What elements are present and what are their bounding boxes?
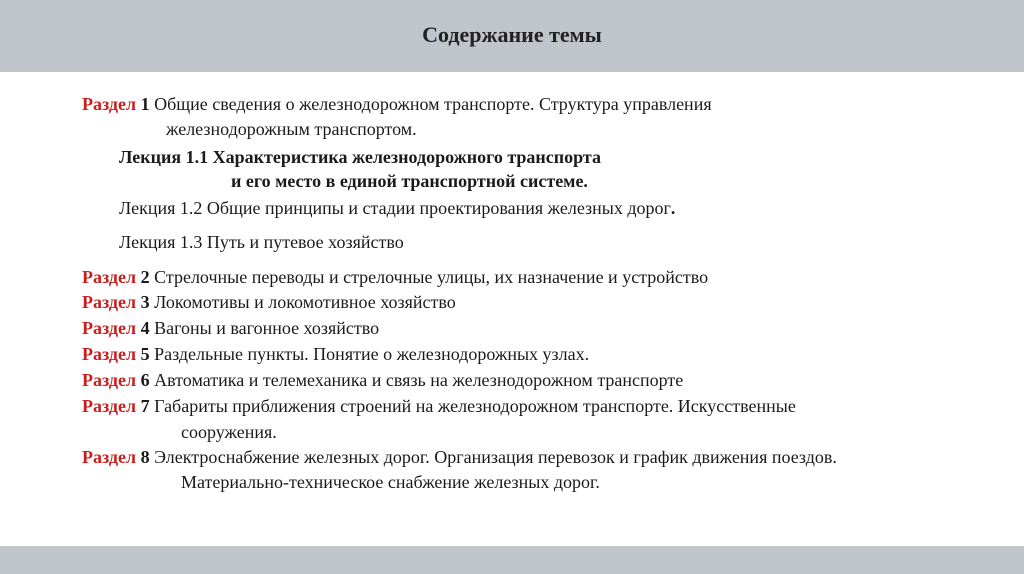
section-8: [82, 446, 837, 468]
section-7: [82, 395, 796, 417]
lecture-1-2: [119, 197, 675, 219]
page-title: Содержание темы: [422, 22, 602, 47]
section-4: [82, 317, 379, 339]
section-text: Автоматика и телемеханика и связь на железнодорожном транспорте: [154, 370, 684, 390]
lecture-1-2-dot: .: [670, 198, 676, 218]
section-1: [82, 93, 712, 115]
section-label: Раздел: [82, 396, 137, 416]
section-5: [82, 343, 589, 365]
section-label: Раздел: [82, 447, 137, 467]
section-3: [82, 291, 456, 313]
section-text: Вагоны и вагонное хозяйство: [154, 318, 380, 338]
section-text: Локомотивы и локомотивное хозяйство: [154, 292, 456, 312]
section-1-continuation: железнодорожным транспортом.: [166, 119, 417, 139]
section-label: Раздел: [82, 94, 137, 114]
section-6: [82, 369, 683, 391]
section-number: 8: [140, 447, 150, 467]
section-label: Раздел: [82, 318, 137, 338]
section-text: Габариты приближения строений на железнодорожном транспорте. Искусственные: [154, 396, 796, 416]
section-text: Стрелочные переводы и стрелочные улицы, их назначение и устройство: [154, 267, 709, 287]
section-label: Раздел: [82, 267, 137, 287]
section-label: Раздел: [82, 370, 137, 390]
section-number: 1: [140, 94, 150, 114]
section-number: 4: [140, 318, 150, 338]
section-text: Раздельные пункты. Понятие о железнодорожных узлах.: [154, 344, 590, 364]
section-text: Электроснабжение железных дорог. Организация перевозок и график движения поездов.: [154, 447, 837, 467]
section-2: [82, 266, 708, 288]
lecture-1-1-continuation: и его место в единой транспортной системе.: [231, 171, 588, 191]
lecture-1-2-text: Лекция 1.2 Общие принципы и стадии проектирования железных дорог: [119, 198, 671, 218]
lecture-1-1-title: Лекция 1.1 Характеристика железнодорожного транспорта: [119, 147, 601, 167]
section-number: 6: [140, 370, 150, 390]
section-number: 3: [140, 292, 150, 312]
section-8-continuation: Материально-техническое снабжение железных дорог.: [181, 472, 600, 492]
section-number: 2: [140, 267, 150, 287]
lecture-1-3: Лекция 1.3 Путь и путевое хозяйство: [119, 232, 404, 252]
section-7-continuation: сооружения.: [181, 422, 277, 442]
section-text: Общие сведения о железнодорожном транспорте. Структура управления: [154, 94, 712, 114]
section-number: 5: [140, 344, 150, 364]
footer-bar: [0, 546, 1024, 574]
section-label: Раздел: [82, 344, 137, 364]
section-number: 7: [140, 396, 150, 416]
section-label: Раздел: [82, 292, 137, 312]
